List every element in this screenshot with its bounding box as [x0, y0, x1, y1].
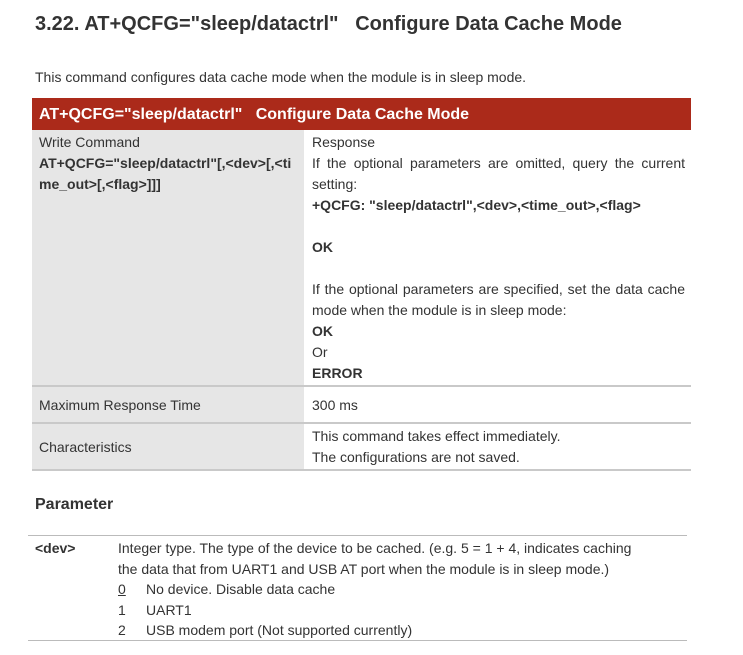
write-command-syntax: AT+QCFG="sleep/datactrl"[,<dev>[,<time_out>[,<flag>]]]: [39, 155, 292, 192]
response-ok-1: OK: [312, 239, 333, 255]
characteristics-label: Characteristics: [32, 423, 305, 470]
parameter-description-block: [118, 538, 648, 641]
response-cell: [305, 130, 692, 386]
max-response-row: [32, 386, 691, 423]
section-title: Configure Data Cache Mode: [355, 13, 622, 35]
parameter-table: [28, 535, 687, 641]
table-header: [32, 98, 691, 130]
response-query-text: If the optional parameters are omitted, query the current setting:: [312, 155, 685, 192]
value-number: 1: [118, 601, 126, 618]
value-number: 0: [118, 581, 126, 597]
characteristics-value: [305, 423, 692, 470]
value-number: 2: [118, 622, 126, 638]
max-response-value: 300 ms: [305, 386, 692, 423]
section-command: AT+QCFG="sleep/datactrl": [84, 13, 339, 35]
command-table: [32, 98, 691, 471]
response-ok-2: OK: [312, 323, 333, 339]
write-command-row: [32, 130, 691, 386]
max-response-label: Maximum Response Time: [32, 386, 305, 423]
characteristics-line-2: The configurations are not saved.: [312, 449, 520, 465]
write-command-label: Write Command: [39, 134, 140, 150]
value-row: [118, 600, 648, 621]
parameter-title: Parameter: [35, 496, 114, 513]
parameter-description: Integer type. The type of the device to be cached. (e.g. 5 = 1 + 4, indicates caching the data that from UART1 and USB AT port when the module is in sleep mode.): [118, 540, 632, 577]
response-label: Response: [312, 134, 376, 150]
table-header-title: Configure Data Cache Mode: [255, 105, 470, 123]
intro-text: This command configures data cache mode when the module is in sleep mode.: [35, 69, 527, 85]
section-number: 3.22.: [35, 13, 80, 35]
value-text: UART1: [146, 601, 192, 618]
value-text: No device. Disable data cache: [146, 581, 336, 597]
response-or: Or: [312, 344, 328, 360]
characteristics-row: [32, 423, 691, 470]
response-error: ERROR: [312, 365, 363, 381]
table-header-command: AT+QCFG="sleep/datactrl": [39, 105, 243, 123]
value-row: [118, 579, 648, 600]
parameter-name: <dev>: [35, 540, 76, 556]
characteristics-line-1: This command takes effect immediately.: [312, 428, 561, 444]
write-command-cell: [32, 130, 305, 386]
response-query-value: +QCFG: "sleep/datactrl",<dev>,<time_out>,<flag>: [312, 197, 641, 213]
value-row: [118, 620, 648, 641]
section-heading: [35, 13, 622, 36]
response-set-text: If the optional parameters are specified, set the data cache mode when the module is in sleep mode:: [312, 281, 685, 318]
value-text: USB modem port (Not supported currently): [146, 622, 413, 638]
